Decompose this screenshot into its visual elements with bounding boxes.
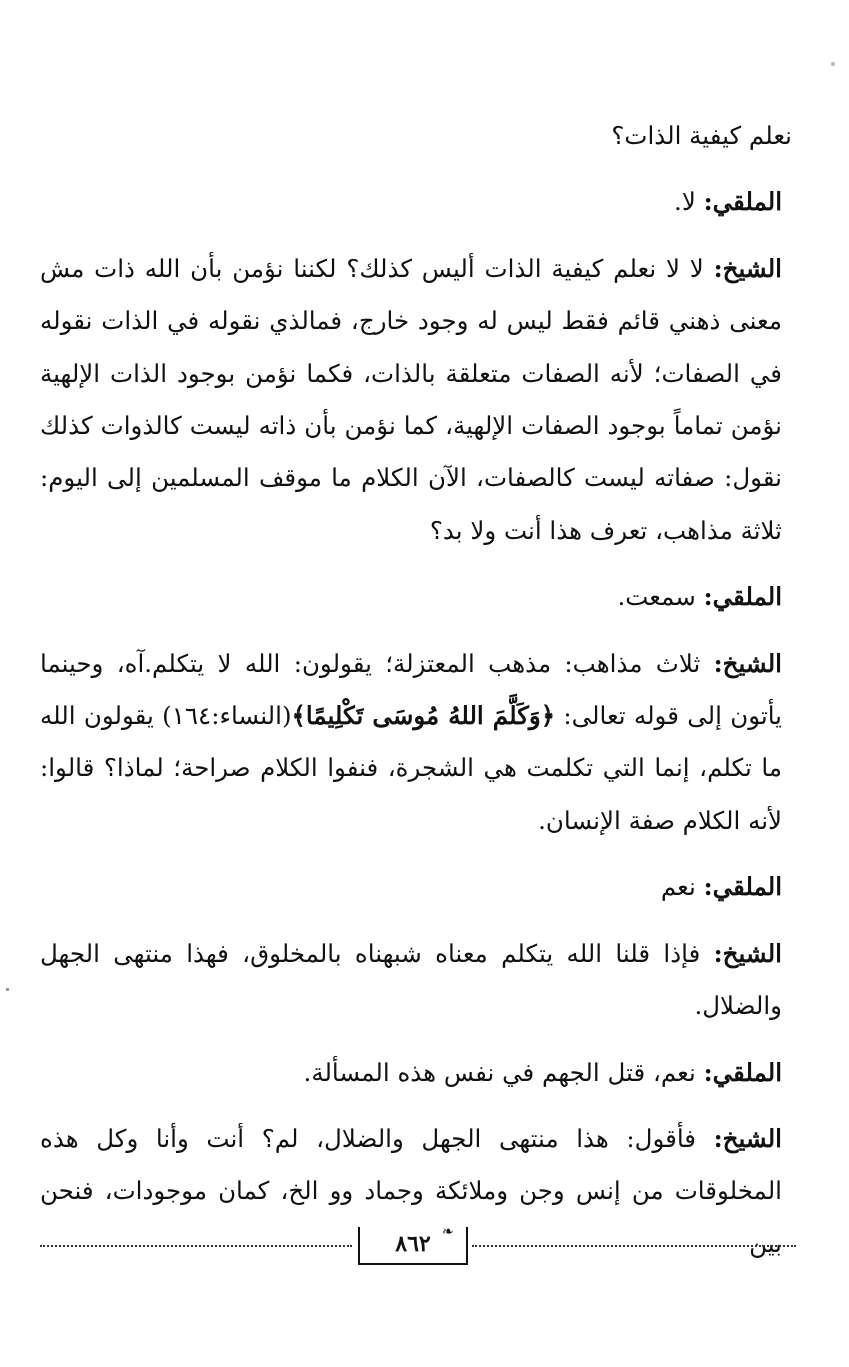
scan-speck — [831, 62, 835, 66]
footer-dotted-rule — [472, 1245, 796, 1247]
speaker-label: الملقي: — [703, 1057, 782, 1087]
speaker-label: الملقي: — [703, 582, 782, 612]
paragraph-text: سمعت. — [617, 582, 704, 612]
speaker-label: الشيخ: — [713, 938, 782, 968]
paragraph-sheikh — [40, 928, 792, 1033]
paragraph-continuation — [40, 110, 792, 162]
speaker-label: الشيخ: — [713, 648, 782, 678]
paragraph-sheikh — [40, 243, 792, 557]
paragraph-text: فإذا قلنا الله يتكلم معناه شبهناه بالمخلوق، فهذا منتهى الجهل والضلال. — [40, 938, 782, 1021]
speaker-label: الملقي: — [703, 872, 782, 902]
footer-dotted-rule — [40, 1245, 352, 1247]
speaker-label: الشيخ: — [713, 1123, 782, 1153]
speaker-label: الشيخ: — [713, 253, 782, 283]
page-number: ٨٦٢ — [395, 1231, 431, 1257]
paragraph-listener — [40, 176, 792, 228]
paragraph-listener — [40, 1047, 792, 1099]
page-body — [40, 110, 792, 1284]
quran-verse: ﴿وَكَلَّمَ اللهُ مُوسَى تَكْلِيمًا﴾ — [291, 701, 556, 731]
paragraph-sheikh — [40, 638, 792, 848]
paragraph-text: نعم، قتل الجهم في نفس هذه المسألة. — [303, 1057, 704, 1087]
paragraph-listener — [40, 571, 792, 623]
paragraph-text: نعم — [660, 872, 704, 902]
paragraph-listener — [40, 861, 792, 913]
quran-reference: (النساء:١٦٤) — [162, 701, 292, 731]
paragraph-text: لا. — [674, 187, 704, 217]
speaker-label: الملقي: — [703, 187, 782, 217]
paragraph-text: فأقول: هذا منتهى الجهل والضلال، لم؟ أنت وأنا وكل هذه المخلوقات من إنس وجن وملائكة وجماد وو الخ، كمان موجودات، فنحن بين — [40, 1123, 782, 1258]
paragraph-text: يقولون الله ما تكلم، إنما التي تكلمت هي الشجرة، فنفوا الكلام صراحة؛ لماذا؟ قالوا: لأنه الكلام صفة الإنسان. — [40, 701, 782, 835]
scan-speck-left — [6, 988, 9, 991]
ornament-icon: ❧ — [442, 1224, 454, 1240]
paragraph-text: لا لا نعلم كيفية الذات أليس كذلك؟ لكننا نؤمن بأن الله ذات مش معنى ذهني قائم فقط ليس له وجود خارج، فمالذي نقوله في الذات نقوله في الصفات؛ لأنه الصفات متعلقة بالذات، فكما نؤمن بوجود الذات الإلهية نؤمن تماماً بوجود الصفات الإلهية، كما نؤمن بأن ذاته ليست كالذوات كذلك نقول: صفاته ليست كالصفات، الآن الكلام ما موقف المسلمين إلى اليوم: ثلاثة مذاهب، تعرف هذا أنت ولا بد؟ — [40, 253, 782, 545]
paragraph-text: ثلاث مذاهب: مذهب المعتزلة؛ يقولون: الله لا يتكلم.آه، وحينما يأتون إلى قوله تعالى: — [40, 648, 782, 731]
paragraph-text: نعلم كيفية الذات؟ — [611, 121, 792, 150]
page-footer — [40, 1224, 796, 1271]
